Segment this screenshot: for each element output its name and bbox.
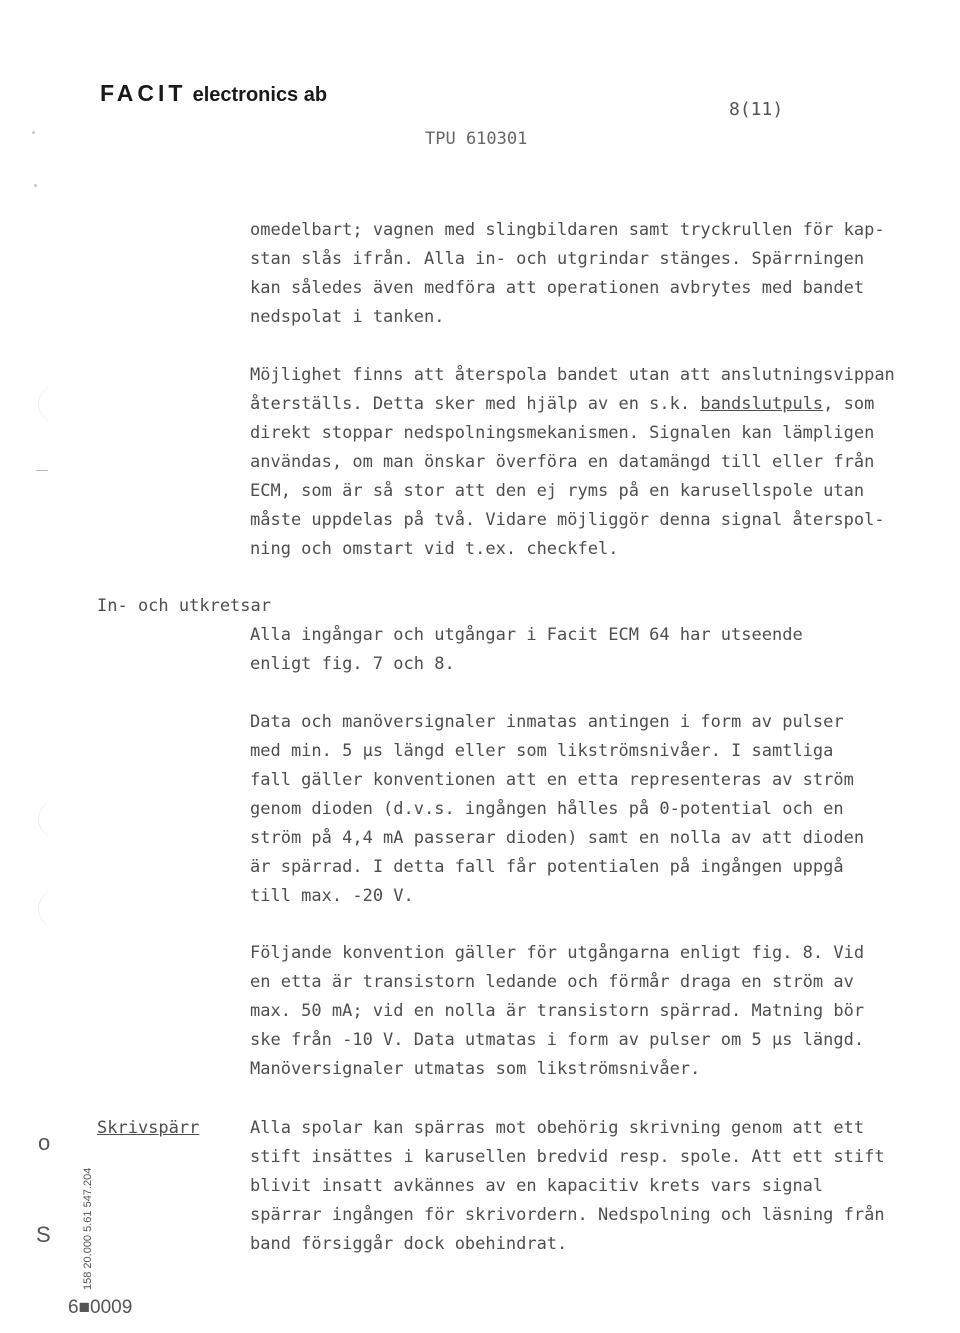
text-line: direkt stoppar nedspolningsmekanismen. Signalen kan lämpligen	[250, 423, 875, 443]
punch-hole	[38, 800, 77, 838]
scan-mark	[34, 184, 37, 187]
text-line: med min. 5 µs längd eller som likströmsnivåer. I samtliga	[250, 741, 834, 761]
text-line: en etta är transistorn ledande och förmår draga en ström av	[250, 972, 854, 992]
text-segment: återställs. Detta sker med hjälp av en s.k.	[250, 394, 701, 414]
text-line: måste uppdelas på två. Vidare möjliggör denna signal återspol-	[250, 510, 885, 530]
section-heading: In- och utkretsar	[97, 596, 271, 616]
text-line: nedspolat i tanken.	[250, 307, 445, 327]
text-line: är spärrad. I detta fall får potentialen på ingången uppgå	[250, 857, 844, 877]
section-heading: Skrivspärr	[97, 1118, 200, 1138]
scan-mark	[36, 470, 48, 471]
text-line: spärrar ingången för skrivordern. Nedspolning och läsning från	[250, 1205, 885, 1225]
logo-subtitle: electronics ab	[192, 84, 328, 106]
text-line-with-term	[250, 394, 874, 414]
margin-letter-o: o	[38, 1130, 51, 1155]
punch-hole	[38, 385, 77, 423]
text-line: ECM, som är så stor att den ej ryms på en karusellspole utan	[250, 481, 865, 501]
company-logo	[100, 80, 327, 107]
text-line: max. 50 mA; vid en nolla är transistorn spärrad. Matning bör	[250, 1001, 865, 1021]
scan-mark	[32, 131, 35, 134]
text-line: Alla ingångar och utgångar i Facit ECM 64 har utseende	[250, 625, 803, 645]
text-line: ske från -10 V. Data utmatas i form av pulser om 5 µs längd.	[250, 1030, 865, 1050]
underlined-term: bandslutpuls	[700, 394, 824, 414]
punch-hole	[38, 890, 77, 928]
page-number: 8(11)	[729, 99, 784, 120]
margin-letter-s: S	[36, 1222, 51, 1247]
text-line: ström på 4,4 mA passerar dioden) samt en nolla av att dioden	[250, 828, 865, 848]
text-line: Alla spolar kan spärras mot obehörig skrivning genom att ett	[250, 1118, 865, 1138]
document-code: TPU 610301	[425, 129, 528, 149]
logo-brand: FACIT	[100, 80, 187, 106]
text-line: genom dioden (d.v.s. ingången hålles på 0-potential och en	[250, 799, 844, 819]
text-line: stift insättes i karusellen bredvid resp. spole. Att ett stift	[250, 1147, 885, 1167]
text-line: Möjlighet finns att återspola bandet utan att anslutningsvippan	[250, 365, 895, 385]
text-segment: , som	[823, 394, 875, 414]
print-info: 158 20.000 5.61 547.204	[82, 1167, 94, 1290]
text-line: fall gäller konventionen att en etta representeras av ström	[250, 770, 854, 790]
text-line: Manöversignaler utmatas som likströmsnivåer.	[250, 1059, 701, 1079]
text-line: Data och manöversignaler inmatas antingen i form av pulser	[250, 712, 844, 732]
text-line: ning och omstart vid t.ex. checkfel.	[250, 539, 619, 559]
text-line: Följande konvention gäller för utgångarna enligt fig. 8. Vid	[250, 943, 865, 963]
text-line: omedelbart; vagnen med slingbildaren samt tryckrullen för kap-	[250, 220, 885, 240]
text-line: band försiggår dock obehindrat.	[250, 1234, 568, 1254]
text-line: till max. -20 V.	[250, 886, 414, 906]
form-number: 6■0009	[68, 1297, 133, 1318]
text-line: kan således även medföra att operationen avbrytes med bandet	[250, 278, 865, 298]
text-line: enligt fig. 7 och 8.	[250, 654, 455, 674]
text-line: stan slås ifrån. Alla in- och utgrindar stänges. Spärrningen	[250, 249, 865, 269]
text-line: blivit insatt avkännes av en kapacitiv krets vars signal	[250, 1176, 824, 1196]
text-line: användas, om man önskar överföra en datamängd till eller från	[250, 452, 875, 472]
